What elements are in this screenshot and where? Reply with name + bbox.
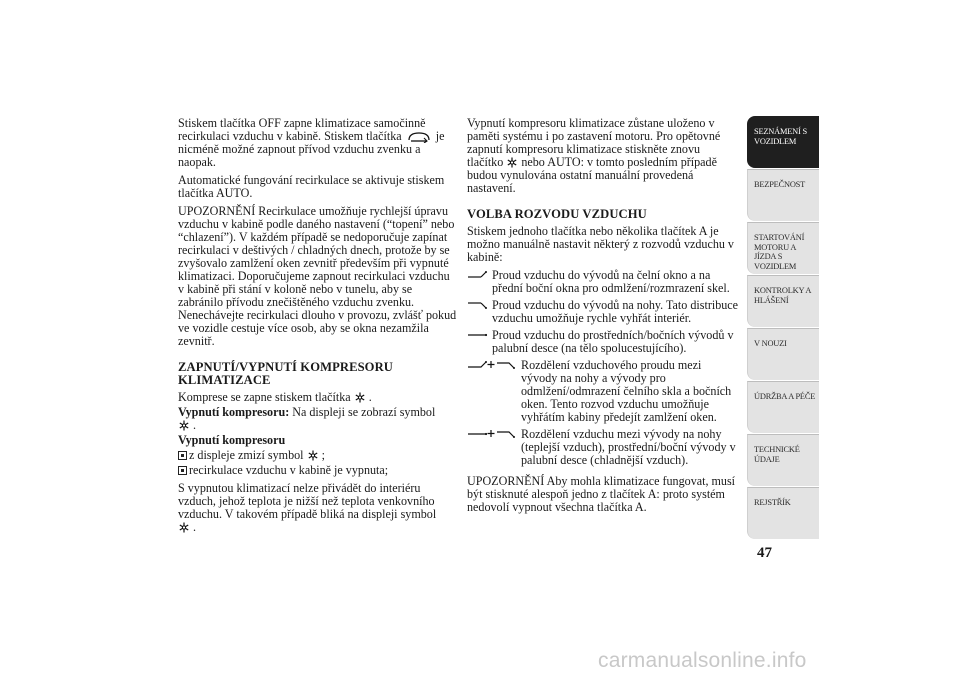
heading-air-distribution: VOLBA ROZVODU VZDUCHU — [467, 207, 647, 221]
paragraph-compressor-warning: S vypnutou klimatizací nelze přivádět do interiéru vzduch, jehož teplota je nižší než teplota venkovního vzduchu. V takovém případě bliká na displeji symbol . — [178, 481, 437, 534]
list-item: z displeje zmizí symbol ; — [178, 449, 458, 462]
face-foot-vent-icon — [467, 428, 517, 440]
right-column — [467, 117, 739, 519]
tab-index[interactable]: REJSTŘÍK — [747, 487, 819, 539]
tab-maintenance[interactable]: ÚDRŽBA A PÉČE — [747, 381, 819, 433]
tab-starting-driving[interactable]: STARTOVÁNÍ MOTORU A JÍZDA S VOZIDLEM — [747, 222, 819, 274]
list-item: Proud vzduchu do vývodů na nohy. Tato distribuce vzduchu umožňuje rychle vyhřát interiér. — [467, 299, 739, 325]
paragraph-compressor-on: Komprese se zapne stiskem tlačítka . — [178, 390, 372, 404]
snowflake-compressor-icon — [308, 450, 318, 461]
foot-vent-icon — [467, 299, 489, 311]
paragraph-compressor-off-title: Vypnutí kompresoru — [178, 433, 286, 447]
heading-compressor: ZAPNUTÍ/VYPNUTÍ KOMPRESORU KLIMATIZACE — [178, 360, 393, 387]
paragraph-compressor-memory: Vypnutí kompresoru klimatizace zůstane uloženo v paměti systému i po zastavení motoru. Pro opětovné zapnutí kompresoru klimatizace stiskněte znovu tlačítko nebo AUTO: v tomto posledním případě budou vynulována ostatní manuální provedená nastavení. — [467, 116, 721, 195]
paragraph-distribution-intro: Stiskem jednoho tlačítka nebo několika tlačítek A je možno manuálně nastavit některý z rozvodů vzduchu v kabině: — [467, 224, 734, 264]
list-item: Rozdělení vzduchu mezi vývody na nohy (teplejší vzduch), prostřední/boční vývody v palubní desce (chladnější vzduch). — [467, 428, 739, 467]
snowflake-compressor-icon — [355, 392, 365, 403]
tab-warning-lights[interactable]: KONTROLKY A HLÁŠENÍ — [747, 275, 819, 327]
tab-emergency[interactable]: V NOUZI — [747, 328, 819, 380]
paragraph-auto-recirculation: Automatické fungování recirkulace se aktivuje stiskem tlačítka AUTO. — [178, 173, 445, 200]
windshield-vent-icon — [467, 269, 489, 281]
tab-vehicle-overview[interactable]: SEZNÁMENÍ S VOZIDLEM — [747, 116, 819, 168]
tab-safety[interactable]: BEZPEČNOST — [747, 169, 819, 221]
paragraph-warning-recirculation: UPOZORNĚNÍ Recirkulace umožňuje rychlejší úpravu vzduchu v kabině podle daného nastavení (“topení” nebo “chlazení”). V každém případě se nedoporučuje zapínat recirkulaci v deštivých / chladných dnech, protože by se zvyšovalo zamlžení oken zevnitř především při vypnuté klimatizaci. Doporučujeme zapnout recirkulaci vzduchu v kabině při stání v koloně nebo v tunelu, aby se zabránilo přívodu znečištěného vzduchu zvenku. Nenechávejte recirkulaci dlouho v provozu, zvlášť pokud ve vozidle cestuje více osob, aby se okna nezamžila zevnitř. — [178, 204, 457, 348]
list-item: Proud vzduchu do prostředních/bočních vývodů v palubní desce (na tělo spolucestujícího). — [467, 329, 739, 355]
checkbox-bullet-icon — [178, 466, 187, 475]
list-item: Rozdělení vzduchového proudu mezi vývody na nohy a vývody pro odmlžení/odmrazení čelního skla a bočních oken. Tento rozvod vzduchu umožňuje vyhřátím kabiny předejít zamlžení oken. — [467, 359, 739, 424]
left-column — [178, 117, 458, 539]
list-item: Proud vzduchu do vývodů na čelní okno a na přední boční okna pro odmlžení/rozmrazení skel. — [467, 269, 739, 295]
list-item: recirkulace vzduchu v kabině je vypnuta; — [178, 464, 458, 477]
watermark: carmanualsonline.info — [598, 649, 807, 672]
section-tabs — [747, 116, 819, 540]
face-vent-icon — [467, 329, 489, 341]
paragraph-recirculation-off: Stiskem tlačítka OFF zapne klimatizace samočinně recirkulaci vzduchu v kabině. Stiskem tlačítka je nicméně možné zapnout přívod vzduchu zvenku a naopak. — [178, 116, 445, 169]
windshield-foot-vent-icon — [467, 359, 517, 371]
snowflake-compressor-icon — [179, 522, 189, 533]
paragraph-compressor-off-display: Vypnutí kompresoru: Na displeji se zobrazí symbol . — [178, 405, 436, 432]
checkbox-bullet-icon — [178, 451, 187, 460]
page-number: 47 — [757, 545, 772, 561]
tab-technical-data[interactable]: TECHNICKÉ ÚDAJE — [747, 434, 819, 486]
snowflake-compressor-icon — [507, 157, 517, 168]
snowflake-compressor-icon — [179, 420, 189, 431]
paragraph-warning-buttons: UPOZORNĚNÍ Aby mohla klimatizace fungovat, musí být stisknuté alespoň jedno z tlačítek A: proto systém nedovolí vypnout všechna tlačítka A. — [467, 474, 736, 514]
